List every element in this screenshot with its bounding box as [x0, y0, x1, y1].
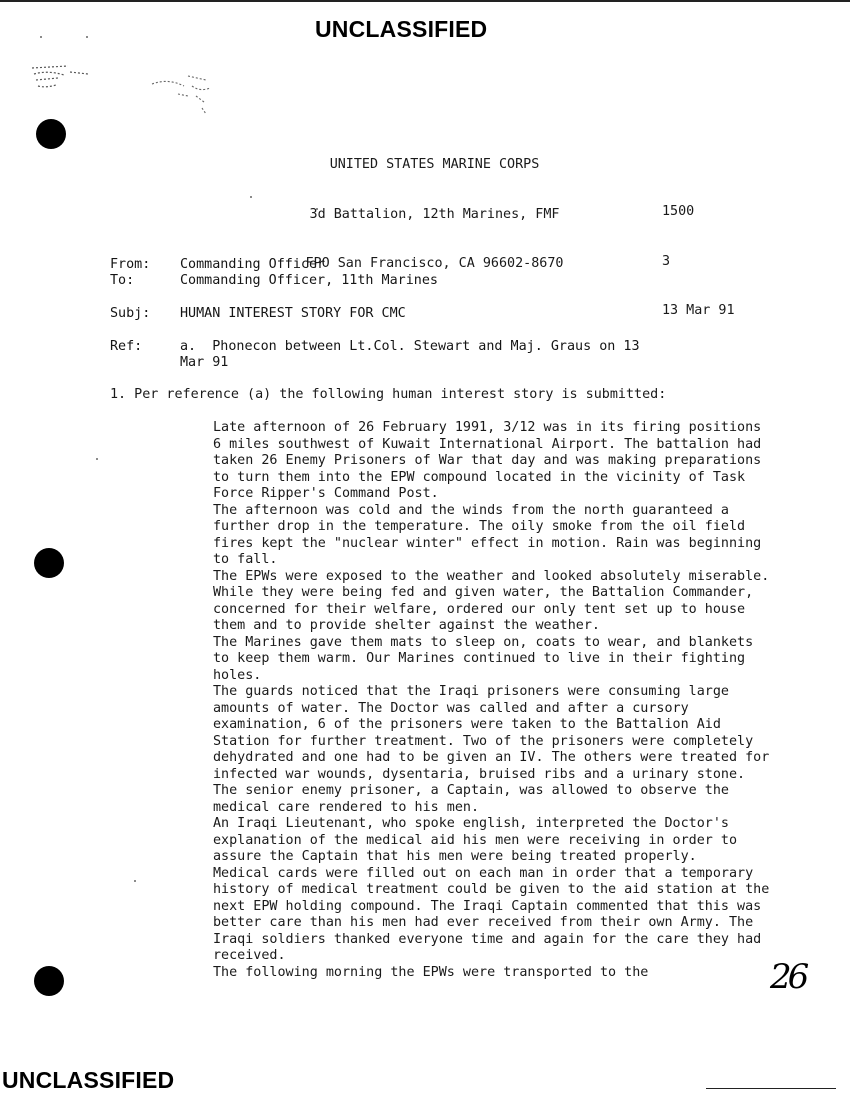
scribble-mark-left	[28, 58, 108, 98]
from-line	[110, 257, 325, 274]
letterhead-line-3: FPO San Francisco, CA 96602-8670	[305, 256, 564, 271]
subject-line	[110, 306, 406, 323]
story-paragraph: The following morning the EPWs were transported to the	[213, 964, 649, 980]
to-label: To:	[110, 273, 135, 288]
letterhead-line-1: UNITED STATES MARINE CORPS	[329, 157, 540, 172]
story-paragraph: The afternoon was cold and the winds from the north guaranteed a further drop in the temperature. The oily smoke from the oil field fires kept the "nuclear winter" effect in motion. Rain was beginning to fall.	[213, 502, 762, 567]
from-label: From:	[110, 257, 151, 272]
top-border-line	[0, 0, 850, 2]
reference-line-continued: Mar 91	[180, 355, 229, 370]
memo-date: 13 Mar 91	[662, 303, 735, 318]
punch-hole-middle	[34, 548, 64, 578]
handwritten-page-number: 26	[770, 957, 806, 997]
subject-label: Subj:	[110, 306, 151, 321]
ssic-code: 1500	[662, 204, 695, 219]
story-paragraph: An Iraqi Lieutenant, who spoke english, interpreted the Doctor's explanation of the medical aid his men were receiving in order to assure the Captain that his men were being treated properly.	[213, 816, 738, 864]
serial-number: 3	[662, 253, 671, 269]
story-paragraph: Medical cards were filled out on each man in order that a temporary history of medical treatment could be given to the aid station at the next EPW holding compound. The Iraqi Captain commented that this was better care than his men had ever received from their own Army. The Iraqi soldiers thanked everyone time and again for the care they had received.	[213, 865, 770, 963]
subject-value: HUMAN INTEREST STORY FOR CMC	[180, 306, 406, 321]
story-body	[213, 420, 773, 981]
punch-hole-top	[36, 119, 66, 149]
letterhead-line-2: 3d Battalion, 12th Marines, FMF	[309, 206, 560, 222]
reference-value: a. Phonecon between Lt.Col. Stewart and Maj. Graus on 13	[180, 339, 640, 354]
story-paragraph: Late afternoon of 26 February 1991, 3/12 was in its firing positions 6 miles southwest of Kuwait International Airport. The battalion had taken 26 Enemy Prisoners of War that day and was making preparations to turn them into the EPW compound located in the vicinity of Task Force Ripper's Command Post.	[213, 420, 762, 501]
scribble-mark-center	[148, 68, 238, 118]
story-paragraph: The senior enemy prisoner, a Captain, was allowed to observe the medical care rendered to his men.	[213, 783, 729, 815]
intro-paragraph: 1. Per reference (a) the following human interest story is submitted:	[110, 387, 667, 402]
to-line	[110, 273, 438, 290]
classification-marking-top: UNCLASSIFIED	[315, 16, 488, 42]
to-value: Commanding Officer, 11th Marines	[180, 273, 438, 288]
classification-marking-bottom: UNCLASSIFIED	[2, 1067, 175, 1093]
reference-label: Ref:	[110, 339, 143, 354]
punch-hole-bottom	[34, 966, 64, 996]
story-paragraph: The Marines gave them mats to sleep on, coats to wear, and blankets to keep them warm. Our Marines continued to live in their fighting holes.	[213, 634, 754, 683]
story-paragraph: The guards noticed that the Iraqi prisoners were consuming large amounts of water. The Doctor was called and after a cursory examination, 6 of the prisoners were taken to the Battalion Aid Station for further treatment. Two of the prisoners were completely dehydrated and one had to be given an IV. The others were treated for infected war wounds, dysentaria, bruised ribs and a urinary stone.	[213, 684, 770, 782]
bottom-underline	[706, 1088, 836, 1089]
from-value: Commanding Officer	[180, 257, 326, 272]
story-paragraph: The EPWs were exposed to the weather and looked absolutely miserable. While they were being fed and given water, the Battalion Commander, concerned for their welfare, ordered our only tent set up to house them and to provide shelter against the weather.	[213, 568, 770, 633]
reference-block	[662, 171, 735, 353]
reference-line	[110, 339, 640, 356]
